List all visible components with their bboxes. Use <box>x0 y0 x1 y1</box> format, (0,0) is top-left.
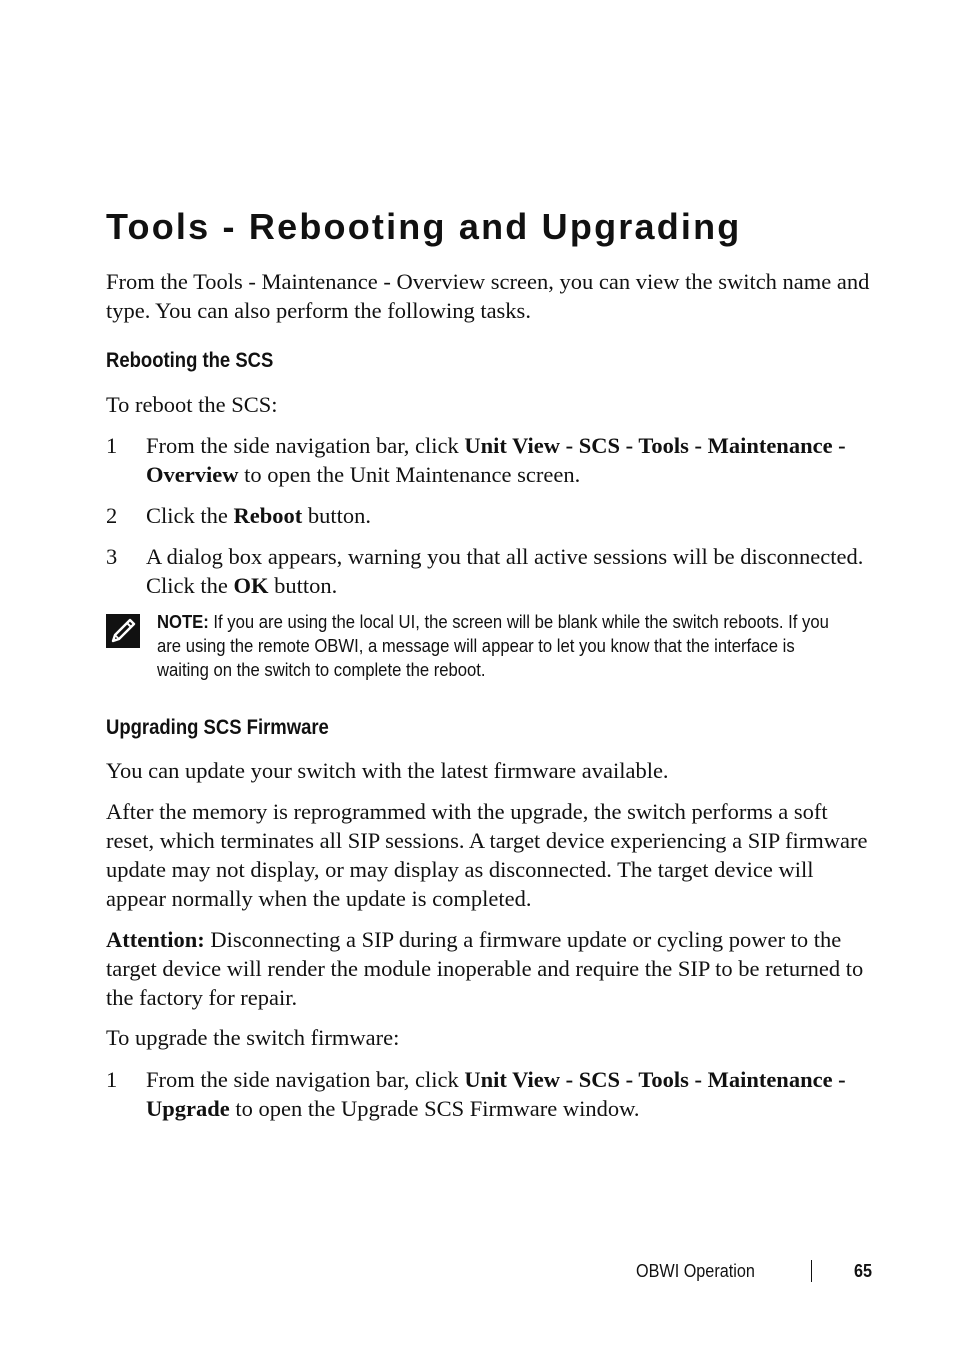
section-heading-rebooting: Rebooting the SCS <box>106 349 274 372</box>
step-number: 1 <box>106 1067 118 1092</box>
footer-section-name: OBWI Operation <box>636 1261 755 1281</box>
nav-path: Unit View - SCS - Tools - Maintenance - Upgrade <box>146 1067 846 1121</box>
reboot-lead-text: To reboot the SCS: <box>106 392 278 417</box>
pencil-note-icon <box>106 614 140 648</box>
step-text: From the side navigation bar, click Unit View - SCS - Tools - Maintenance - Upgrade to open the Upgrade SCS Firmware window. <box>146 1067 846 1121</box>
reboot-step-2 <box>106 501 876 530</box>
step-number: 1 <box>106 433 118 458</box>
upgrade-intro-paragraph: You can update your switch with the latest firmware available. <box>106 758 669 783</box>
attention-label: Attention: <box>106 927 205 952</box>
step-text: Click the Reboot button. <box>146 503 371 528</box>
upgrade-lead-text: To upgrade the switch firmware: <box>106 1025 400 1050</box>
page-title: Tools - Rebooting and Upgrading <box>106 206 742 247</box>
note-text: NOTE: If you are using the local UI, the screen will be blank while the switch reboots. If you are using the remote OBWI, a message will appear to let you know that the interface is waiting on the switch to complete the reboot. <box>157 611 829 680</box>
attention-paragraph: Attention: Disconnecting a SIP during a firmware update or cycling power to the target device will render the module inoperable and require the SIP to be returned to the factory for repair. <box>106 927 864 1010</box>
step-text: From the side navigation bar, click Unit View - SCS - Tools - Maintenance - Overview to open the Unit Maintenance screen. <box>146 433 846 487</box>
upgrade-step-1 <box>106 1065 876 1123</box>
page-footer <box>636 1258 876 1284</box>
reboot-step-3 <box>106 542 876 600</box>
step-number: 2 <box>106 503 118 528</box>
step-text: A dialog box appears, warning you that all active sessions will be disconnected. Click the OK button. <box>146 544 864 598</box>
page-number: 65 <box>854 1261 873 1281</box>
upgrade-detail-paragraph: After the memory is reprogrammed with the upgrade, the switch performs a soft reset, which terminates all SIP sessions. A target device experiencing a SIP firmware update may not display, or may display as disconnected. The target device will appear normally when the update is completed. <box>106 799 868 911</box>
step-number: 3 <box>106 544 118 569</box>
note-label: NOTE: <box>157 611 209 632</box>
footer-divider <box>811 1260 812 1282</box>
section-heading-upgrading: Upgrading SCS Firmware <box>106 716 329 739</box>
intro-paragraph: From the Tools - Maintenance - Overview screen, you can view the switch name and type. You can also perform the following tasks. <box>106 269 870 323</box>
nav-path: Unit View - SCS - Tools - Maintenance - Overview <box>146 433 846 487</box>
reboot-step-1 <box>106 431 876 489</box>
button-name: Reboot <box>233 503 303 528</box>
button-name: OK <box>233 573 269 598</box>
